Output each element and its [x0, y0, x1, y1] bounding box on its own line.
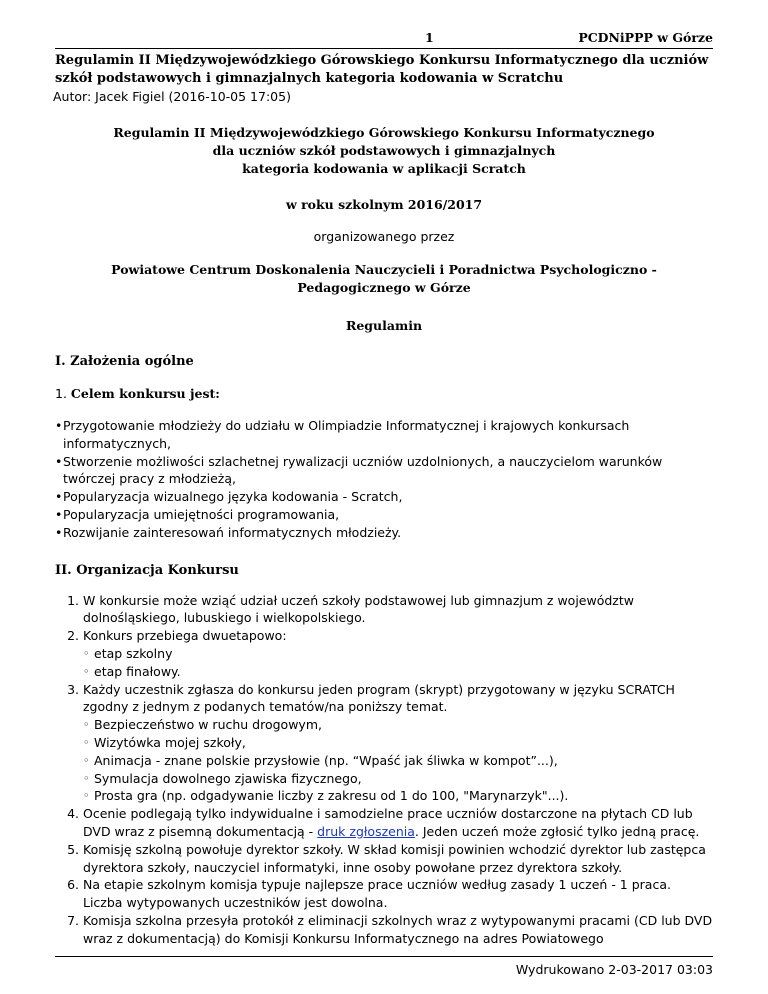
organization-list	[55, 592, 713, 948]
list-item: • Rozwijanie zainteresowań informatycznych młodzieży.	[63, 524, 713, 542]
list-item-text: Ocenie podlegają tylko indywidualne i samodzielne prace uczniów dostarczone na płytach CD lub DVD wraz z pisemną dokumentacją -	[83, 806, 693, 839]
goal-heading	[55, 386, 713, 401]
list-item	[83, 805, 713, 841]
list-item	[83, 592, 713, 628]
sublist-item: ◦ Prosta gra (np. odgadywanie liczby z zakresu od 1 do 100, "Marynarzyk"...).	[83, 787, 713, 805]
goal-number: 1.	[55, 386, 67, 401]
page-footer	[55, 956, 713, 977]
list-item	[83, 841, 713, 877]
list-item	[83, 912, 713, 948]
sublist-item: ◦ Wizytówka mojej szkoły,	[83, 734, 713, 752]
list-item-text: Na etapie szkolnym komisja typuje najlepsze prace uczniów według zasady 1 uczeń - 1 praca. Liczba wytypowanych uczestników jest dowolna.	[83, 877, 671, 911]
list-item-text: Konkurs przebiega dwuetapowo:	[83, 628, 287, 644]
list-item-text: Komisję szkolną powołuje dyrektor szkoły. W skład komisji powinien wchodzić dyrektor lub zastępca dyrektora szkoły, nauczyciel informatyki, inne osoby powołane przez dyrektora szkoły.	[83, 841, 706, 875]
print-date: Wydrukowano 2-03-2017 03:03	[515, 962, 713, 977]
organizer-name	[55, 261, 713, 297]
list-item: • Popularyzacja umiejętności programowania,	[63, 506, 713, 524]
document-title: Regulamin II Międzywojewódzkiego Górowskiego Konkursu Informatycznego dla uczniów szkół podstawowych i gimnazjalnych kategoria kodowania w Scratchu	[55, 53, 709, 86]
section-2-title: II. Organizacja Konkursu	[55, 562, 239, 578]
sublist-item: ◦ etap finałowy.	[83, 663, 713, 681]
registration-form-link[interactable]: druk zgłoszenia	[317, 823, 415, 839]
regulation-title	[55, 124, 713, 178]
sublist-item: ◦ Bezpieczeństwo w ruchu drogowym,	[83, 716, 713, 734]
sublist-item: ◦ Animacja - znane polskie przysłowie (np. “Wpaść jak śliwka w kompot”...),	[83, 752, 713, 770]
list-item: • Przygotowanie młodzieży do udziału w Olimpiadzie Informatycznej i krajowych konkursach informatycznych,	[63, 417, 713, 453]
author-line: Autor: Jacek Figiel (2016-10-05 17:05)	[53, 89, 291, 104]
goals-list	[55, 417, 713, 542]
regulation-title-line: dla uczniów szkół podstawowych i gimnazjalnych	[212, 143, 556, 158]
regulamin-heading: Regulamin	[345, 318, 423, 333]
regulation-title-line: Regulamin II Międzywojewódzkiego Górowskiego Konkursu Informatycznego	[113, 125, 655, 140]
list-item-text: Komisja szkolna przesyła protokół z eliminacji szkolnych wraz z wytypowanymi pracami (CD lub DVD wraz z dokumentacją) do Komisji Konkursu Informatycznego na adres Powiatowego	[83, 912, 713, 946]
organizer-line: Pedagogicznego w Górze	[297, 280, 471, 295]
list-item-text: W konkursie może wziąć udział uczeń szkoły podstawowej lub gimnazjum z województw dolnośląskiego, lubuskiego i wielkopolskiego.	[83, 592, 634, 626]
regulation-title-line: kategoria kodowania w aplikacji Scratch	[242, 161, 526, 176]
page-number: 1	[425, 30, 434, 45]
list-item: • Stworzenie możliwości szlachetnej rywalizacji uczniów uzdolnionych, a nauczycielom warunków twórczej pracy z młodzieżą,	[63, 453, 713, 489]
organized-by: organizowanego przez	[313, 229, 455, 244]
list-item	[83, 876, 713, 912]
list-item-text: Każdy uczestnik zgłasza do konkursu jeden program (skrypt) przygotowany w języku SCRATCH zgodny z jednym z podanych tematów/na poniższy temat.	[83, 681, 675, 715]
school-year: w roku szkolnym 2016/2017	[285, 197, 483, 212]
section-1-title: I. Założenia ogólne	[55, 354, 194, 369]
list-item-text: . Jeden uczeń może zgłosić tylko jedną pracę.	[414, 823, 700, 839]
document-body	[55, 52, 713, 948]
topics-sublist	[83, 716, 713, 805]
list-item	[83, 681, 713, 806]
list-item: • Popularyzacja wizualnego języka kodowania - Scratch,	[63, 488, 713, 506]
sublist-item: ◦ Symulacja dowolnego zjawiska fizycznego,	[83, 770, 713, 788]
organizer-line: Powiatowe Centrum Doskonalenia Nauczycieli i Poradnictwa Psychologiczno -	[111, 262, 657, 277]
site-name: PCDNiPPP w Górze	[578, 30, 713, 45]
goal-label: Celem konkursu jest:	[70, 386, 220, 401]
stages-sublist	[83, 645, 713, 681]
list-item	[83, 627, 713, 680]
page-header	[55, 26, 713, 49]
sublist-item: ◦ etap szkolny	[83, 645, 713, 663]
